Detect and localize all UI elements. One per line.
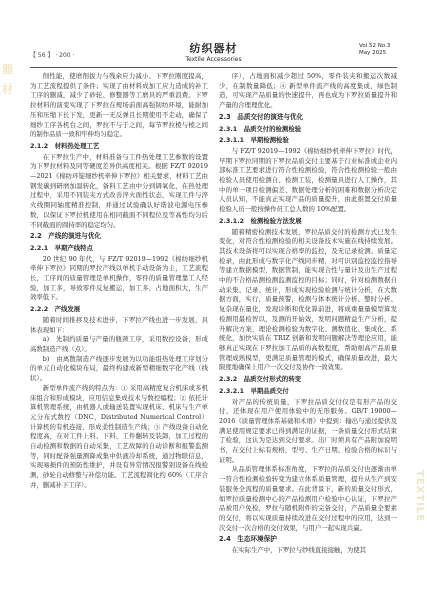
date-label: May 2025 [359, 50, 387, 56]
paragraph: 随着时间推移及技术进步，下罗拉产线也进一步发展，具体表现如下： [30, 315, 208, 334]
journal-title-en: Textile Accessories [185, 56, 242, 63]
page-number-label: 【 56 】 · 200 · [30, 52, 75, 59]
section-heading: 2.3.2 品质交付形式的转变 [219, 375, 302, 384]
paragraph: 在下罗拉生产中，材料准备与工件热处理工艺参数的设置为下罗拉材料及同等硬度差异供高度相关。根据 FZ/T 92019—2021《棉纺环锭细纱机牵伸下罗拉》相关要求，材料工艺由钢发碳到研磨加温转化，备料工艺由中分到调氧化，在热处理过程中，采用不同装夹方式改善淬火面性状态，实现工件与淬火线圈同轴度精准控制，并通过试验确认好谐波电源电压参数，以保证下罗拉机使用在相同截面不同程位及等高性均匀后不同截面的圆持率的稳定均匀。 [30, 152, 208, 229]
left-column [30, 72, 208, 491]
paragraph: 随着精密检测技术发展，罗拉品质交付的检测方式已发生变化，对符合性检测检验的相关设备技术实施在线持续发展。其技术设备将可以实现合格率的监控，及无记录检测、质量定检录，由此形成与数字化产线同步精，对可识别监控监控指导等建立数据模型，数据管制，能实现合性与量计及出生产过程中的不合格品测检测监测监控的目标；同时，针对检测数据自动采集、记录、统计，形成实现检验检测与统计分析，在大数据方面，实行，质量预警，检测与体本统计分析、整时分析、复杂现在量化，发现诊断和优化算前进，将成重量量模型算发检测用最检智以，及测的开始效，发明问题精益生产分析，提升解决方案，理论检测检验为数字化、测数值化、集成化、系统化，加快实质在 TRIZ 创新和发明问题解决等理论应用，能够真正实现在下罗拉加工品质的高数程度，帮助细高产品质量管理成熟模型，更满足质量管理的模式，确保质量改进，最大限度地确保上用户一次交付及协作一致效果。 [219, 227, 397, 372]
paragraph: 对产品的传统质量，下罗拉品质交付仅是有形产品的交付，还体现在用户使用体验中的无形服务。GB/T 19000—2016《质量管理体系基础和术语》中提到：输出与通过提供及满足使用规定要求已得到满足的证据，一条质量交付形式结束了检验，这认为是达到交付要求。出厂时须具有产品附加说明书，在交付上标有规格，型号、生产日期、检验合格的标识与证明。 [219, 397, 397, 464]
right-column [219, 72, 397, 556]
section-heading: 2.3.1 品质交付的检测检验 [219, 124, 302, 133]
issue-info [359, 43, 397, 57]
section-heading: 2.3.1.2 检测检验方法发展 [219, 216, 302, 225]
volume-label: Vol.52 No.3 [359, 43, 391, 49]
paragraph: 新型单件流产线的特点为：① 采用高精度复合机床或多机床组合和形成模块，应用信息集成技术与数控编程；② 依托计算机管理系统，由机器人或输送装置实现机床、机床与生产单元分布式数控（DNC，Distributed Numerical Control）计算机的有机连接，形成柔性制造生产线；③ 产线设备自动化程度高，在对工件上料、下料、工件翻转及装卸，加工过程的自动检测和数据的自动采集，工艺故障的自动诊断和报警监测等，同时配备强量测降成集中供液冷却系统，通过物联信息，实现易损件的预防性维护，并设有异常情况报警别设备在线检测，砂轮自动修整与补偿功能。工艺流程简化约 60%（工序合并，删减补下工序）。 [30, 383, 208, 489]
page-header [30, 40, 397, 66]
paragraph: 序），占地面积减少超过 50%，零件装夹和搬运次数减少，在制数量降低；④ 新型单件流产线的高度集成、绿色制造，可实现产品质量的快速提升，再也成为下罗拉质量提升和产量的合理理优化。 [219, 72, 397, 110]
section-heading: 2.1.2 材料热处理工艺 [30, 141, 100, 150]
journal-title-zh: 纺织器材 [189, 42, 238, 55]
paragraph: 从品质管理体系标准角度，下罗拉的品质交付也逐渐由单一符合性检测检验转变为建立体系质量管理，提升从生产到安装服务全流程的质量要求。在此背景下，新的质量交付形式，如罗拉质量检测中心的产品检测用户检验中心认证，下罗拉产品被用户免检，罗拉与随机附件的完备交付，产品质量全要素的交付，将以实现质量持续改进在交付过程中的应用，达到一次交付一次合格的交付效果，与用户一起实现共赢。 [219, 465, 397, 532]
paragraph: 20 世纪 90 年代，与 FZ/T 92019—1992《棉纺细纱机牵伸下罗拉》同期的罗拉产线以单机手动设备为主，工艺流程长，工序间的质量管理是单机操作，零件的质量管理靠工人经验，加工多，导致零件反复搬运，加工多，占地面积大，生产效率低下。 [30, 254, 208, 302]
paragraph: b) 由离散制造产线逐步发展为以功能组热处理工序划分的单元自动化模块布局，最终构建成新型精细数字化产线（线状）。 [30, 354, 208, 383]
section-heading: 2.3 品质交付的演进与优化 [219, 112, 304, 121]
section-heading: 2.3.1.1 早期检测检验 [219, 136, 289, 145]
journal-masthead [30, 40, 397, 63]
section-heading: 2.2.2 产线发展 [30, 305, 81, 314]
section-heading: 2.3.2.1 早期品质交付 [219, 386, 289, 395]
section-heading: 2.4 生态环境保护 [219, 535, 277, 544]
header-rule [30, 67, 397, 68]
section-heading: 2.2 产线的演进与优化 [30, 232, 102, 241]
paragraph: 削性能，使磨削拔力与残余应力减小、下罗拉刚度提高，为工艺流程提供了条件；实现了由材料成加工应力造成的补工工序的删减，减少了砂轮、修整器等工磨具的严重浪费。下罗拉材料的演变实现了下罗拉在规场前面高强韧纺环境，能耐加压和压缩下长下发，更新一无反弹且长期使用不走动，确保了细纱工序各机台之间，罗拉不与于之间，每节罗拉棱与棱之间的制作品质一致和牢伸均匀稳定。 [30, 72, 208, 139]
section-heading: 2.2.1 早期产线特点 [30, 243, 93, 252]
paragraph: 与 FZ/T 92019—1992《棉纺细纱机牵伸下罗拉》时代，早期下罗拉同期的下罗拉品质交付主要基于行业标准或企业内部标准工艺要求进行符合性检测检验，符合性检测检验一般由检验人员使用检测自、检测工装，检测量具进行人工操作，其中的单一项目检测偏差、数据处理分析的困难和数据分析决定人员认知，不能真正实现产品的质量提升，由此推置交付质量检验人员一般按操作员工总人数的 10%配置。 [219, 146, 397, 214]
paragraph: 在实际生产中，下罗拉与纱线直接接触，为使其 [231, 546, 366, 555]
watermark-right: TEXTILE [414, 470, 425, 523]
watermark-left: 器 材 [2, 63, 13, 96]
paragraph: a) 先制约质量与产量的瓶颈工序，采用数控设备，形成高数制造产线（点）。 [30, 335, 208, 353]
